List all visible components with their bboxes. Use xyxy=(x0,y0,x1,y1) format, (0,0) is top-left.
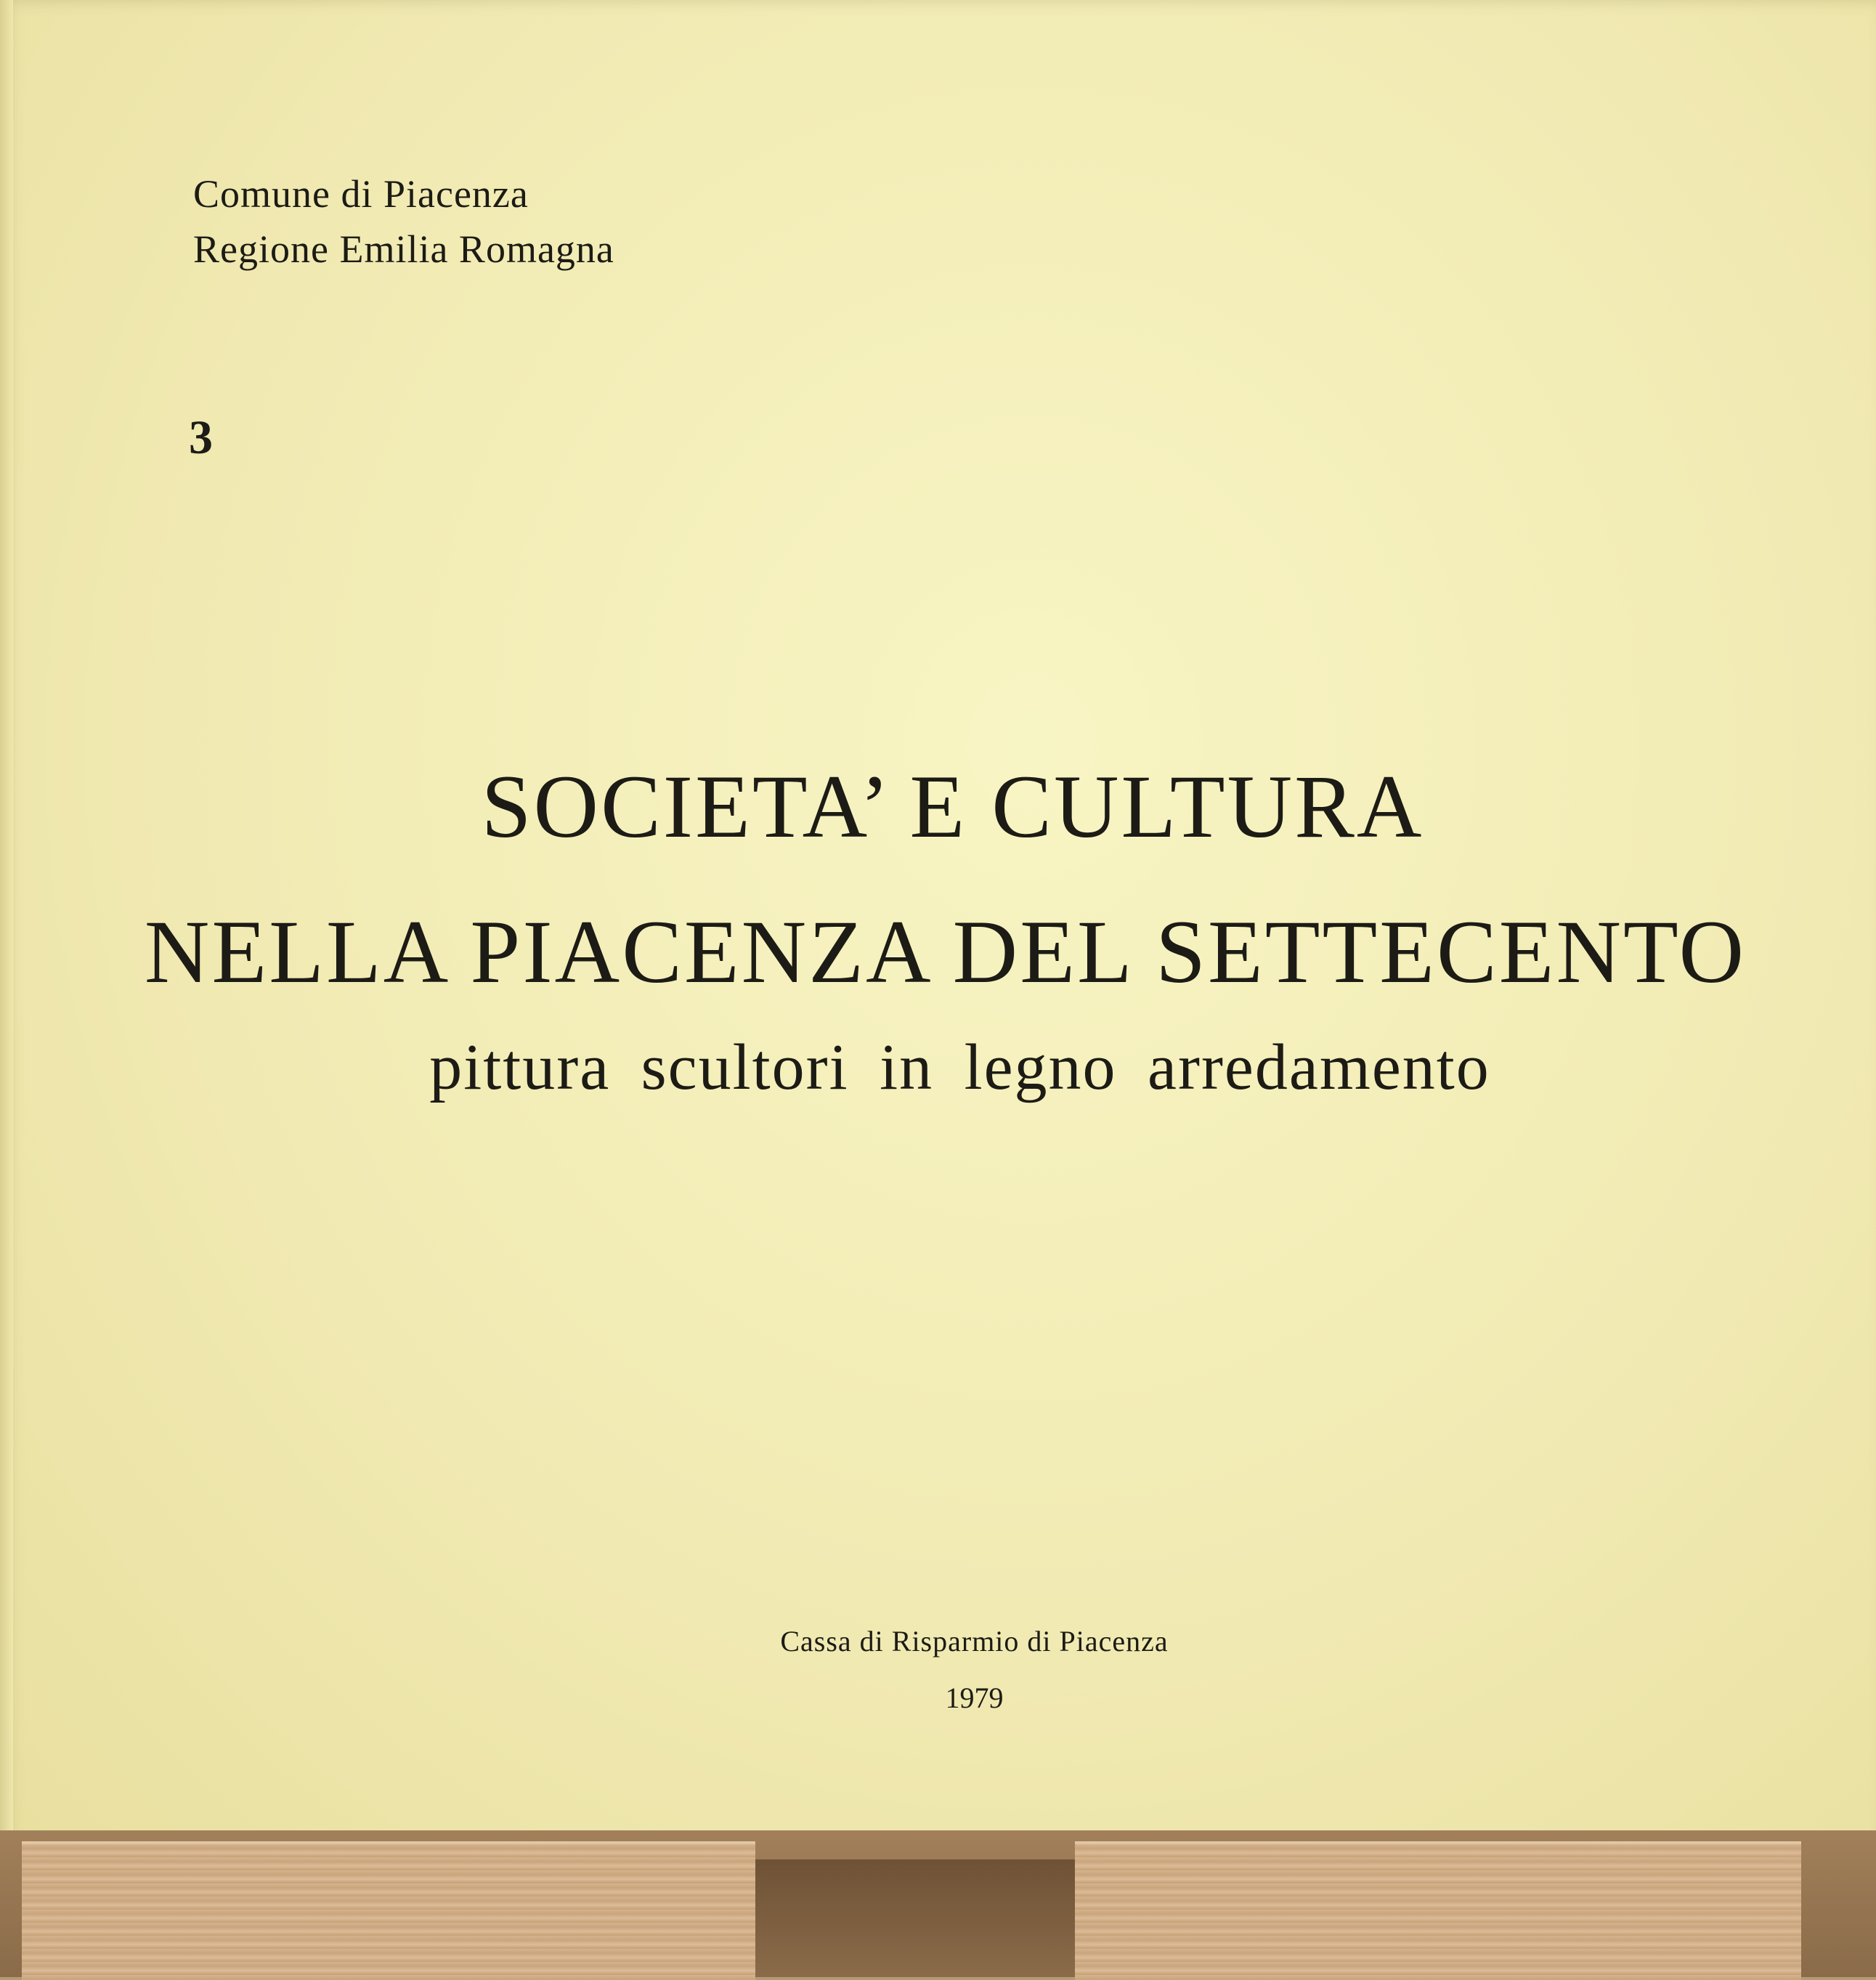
publisher-line-1: Comune di Piacenza xyxy=(193,172,529,216)
subtitle: pittura scultori in legno arredamento xyxy=(429,1031,1490,1103)
publication-year: 1979 xyxy=(945,1681,1004,1714)
title-line-1: SOCIETA’ E CULTURA xyxy=(481,757,1424,856)
series-number: 3 xyxy=(189,411,213,464)
bank-name: Cassa di Risparmio di Piacenza xyxy=(780,1625,1169,1658)
shelf-gap xyxy=(755,1859,1075,1977)
wood-block-left xyxy=(22,1841,755,1980)
title-line-2: NELLA PIACENZA DEL SETTECENTO xyxy=(144,902,1747,1002)
publisher-line-2: Regione Emilia Romagna xyxy=(193,227,614,271)
wood-block-right xyxy=(1075,1841,1801,1980)
